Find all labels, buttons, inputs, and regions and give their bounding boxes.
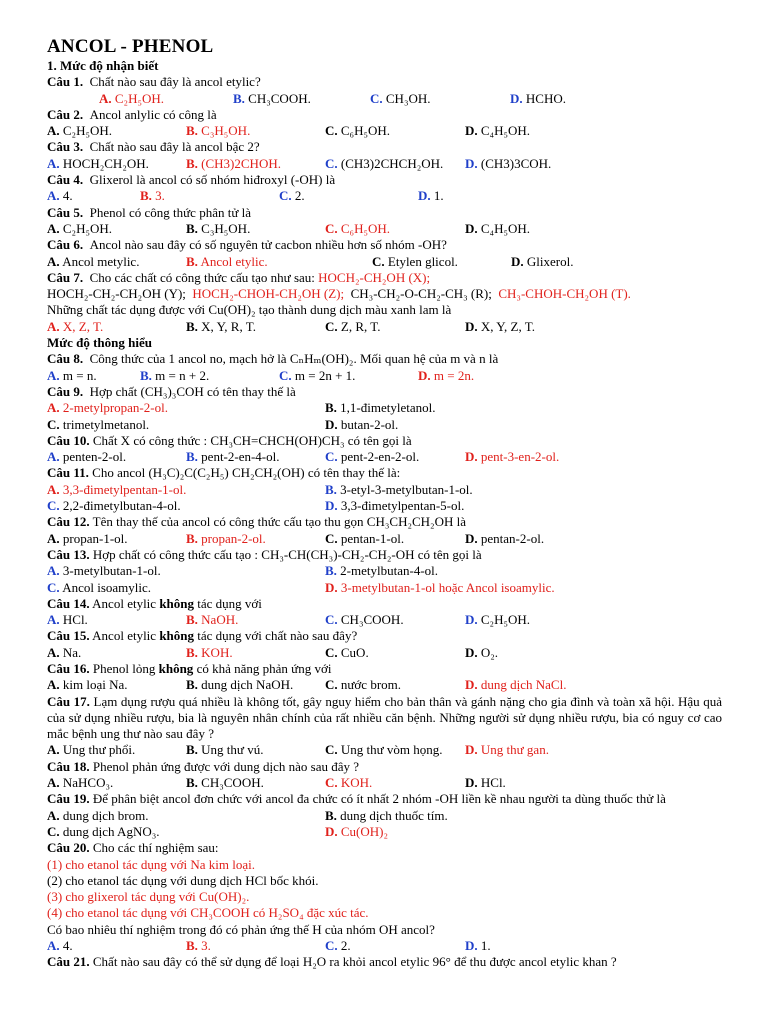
option-b: B. Ung thư vú. <box>186 742 264 758</box>
question-1-options <box>47 91 722 107</box>
question-18-options <box>47 775 722 791</box>
question-20-text2: Có bao nhiêu thí nghiệm trong đó có phản ứng thế H của nhóm OH ancol? <box>47 921 435 937</box>
option-d: D. 3-metylbutan-1-ol hoặc Ancol isoamylic. <box>325 579 555 595</box>
question-12-options <box>47 531 722 547</box>
question-20-options <box>47 938 722 954</box>
question-number: Câu 7. <box>47 269 84 285</box>
question-text: Ancol anlylic có công là <box>89 106 217 122</box>
question-7 <box>47 270 722 286</box>
option-b: B. KOH. <box>186 644 233 660</box>
option-a: A. C₂H₅OH. <box>47 220 113 236</box>
question-number: Câu 19. <box>47 791 90 807</box>
question-number: Câu 6. <box>47 237 84 253</box>
keyword-khong: không <box>158 660 194 676</box>
document-page <box>47 36 722 971</box>
question-17 <box>47 694 722 743</box>
question-6 <box>47 237 722 253</box>
question-6-options <box>47 254 722 270</box>
question-number: Câu 21. <box>47 954 90 970</box>
option-c: C. CH₃OH. <box>370 90 431 106</box>
option-a: A. 4. <box>47 188 73 204</box>
option-b: B. 3. <box>140 188 165 204</box>
option-b: B. C₃H₅OH. <box>186 123 251 139</box>
question-15-options <box>47 645 722 661</box>
question-15: Câu 15. Ancol etylic không tác dụng với chất nào sau đây? <box>47 628 358 644</box>
question-20 <box>47 840 722 856</box>
option-c: C. pentan-1-ol. <box>325 530 405 546</box>
formula-x: HOCH₂-CH₂OH (X); <box>318 269 431 285</box>
option-d: D. C₄H₅OH. <box>465 220 531 236</box>
question-number: Câu 3. <box>47 139 84 155</box>
question-3-options <box>47 156 722 172</box>
section-heading-understanding: Mức độ thông hiểu <box>47 335 152 351</box>
question-number: Câu 5. <box>47 204 84 220</box>
option-b: B. Ancol etylic. <box>186 253 268 269</box>
question-text: Chất nào sau đây là ancol bậc 2? <box>89 139 260 155</box>
question-1 <box>47 74 722 90</box>
question-16-options <box>47 677 722 693</box>
option-c: C. dung dịch AgNO₃. <box>47 823 160 839</box>
formula-t: CH₃-CHOH-CH₂OH (T). <box>498 286 631 302</box>
question-number: Câu 16. <box>47 660 90 676</box>
question-8-options <box>47 368 722 384</box>
option-a: A. penten-2-ol. <box>47 449 127 465</box>
option-d: D. 1. <box>418 188 444 204</box>
question-number: Câu 13. <box>47 546 90 562</box>
experiment-3: (3) cho glixerol tác dụng với Cu(OH)₂. <box>47 889 250 905</box>
option-d: D. Glixerol. <box>511 253 574 269</box>
option-c: C. Ung thư vòm họng. <box>325 742 443 758</box>
question-text: Hợp chất có công thức cấu tạo : CH₃-CH(CH₃)-CH₂-CH₂-OH có tên gọi là <box>92 546 482 562</box>
option-d: D. X, Y, Z, T. <box>465 318 535 334</box>
question-number: Câu 14. <box>47 595 90 611</box>
option-b: B. dung dịch NaOH. <box>186 677 294 693</box>
option-a: A. NaHCO₃. <box>47 775 114 791</box>
option-b: B. 1,1-đimetyletanol. <box>325 400 436 416</box>
option-b: B. CH₃COOH. <box>233 90 311 106</box>
option-b: B. propan-2-ol. <box>186 530 266 546</box>
question-19 <box>47 791 722 807</box>
question-3 <box>47 139 722 155</box>
option-d: D. Cu(OH)₂ <box>325 823 389 839</box>
option-c: C. Ancol isoamylic. <box>47 579 152 595</box>
question-10-options <box>47 449 722 465</box>
formula-z: HOCH₂-CHOH-CH₂OH (Z); <box>192 286 345 302</box>
question-14-options <box>47 612 722 628</box>
question-text: Phenol phản ứng được với dung dịch nào sau đây ? <box>92 758 360 774</box>
option-d: D. m = 2n. <box>418 367 475 383</box>
option-d: D. dung dịch NaCl. <box>465 677 567 693</box>
option-b: B. NaOH. <box>186 612 239 628</box>
option-c: C. Z, R, T. <box>325 318 381 334</box>
option-b: B. C₃H₅OH. <box>186 220 251 236</box>
question-18 <box>47 759 722 775</box>
option-d: D. pent-3-en-2-ol. <box>465 449 560 465</box>
option-c: C. C₆H₅OH. <box>325 123 391 139</box>
question-number: Câu 10. <box>47 432 90 448</box>
question-4 <box>47 172 722 188</box>
question-number: Câu 20. <box>47 840 90 856</box>
question-text: Công thức của 1 ancol no, mạch hở là CₙHₘ(OH)₂. Mối quan hệ của m và n là <box>89 351 499 367</box>
keyword-khong: không <box>159 595 195 611</box>
question-13-options-row1 <box>47 563 722 579</box>
option-a: A. 2-metylpropan-2-ol. <box>47 400 168 416</box>
option-c: C. 2. <box>325 938 351 954</box>
option-a: A. kim loại Na. <box>47 677 128 693</box>
option-c: C. CuO. <box>325 644 369 660</box>
question-text: Phenol có công thức phân tử là <box>89 204 252 220</box>
question-8 <box>47 351 722 367</box>
option-a: A. Ancol metylic. <box>47 253 140 269</box>
question-10 <box>47 433 722 449</box>
question-7-options <box>47 319 722 335</box>
question-5-options <box>47 221 722 237</box>
option-d: D. 1. <box>465 938 491 954</box>
question-text: Cho các thí nghiệm sau: <box>92 840 219 856</box>
question-text: Lạm dụng rượu quá nhiều là không tốt, gây nguy hiểm cho bản thân và gánh nặng cho gia đình và toàn xã hội. Hậu quả của sử dụng nhiều rượu, bia là nguyên nhân chính của rất nhiều căn bệnh. Những người sử dụng nhiều rượu, bia có nguy cơ cao mắc bệnh ung thư nào sau đây ? <box>47 693 722 742</box>
option-a: A. C₂H₅OH. <box>99 90 165 106</box>
option-a: A. HCl. <box>47 612 88 628</box>
formula-r: CH₃-CH₂-O-CH₂-CH₃ (R); <box>350 286 492 302</box>
page-title: ANCOL - PHENOL <box>47 36 214 57</box>
question-13-options-row2 <box>47 580 722 596</box>
question-4-options <box>47 188 722 204</box>
option-b: B. X, Y, R, T. <box>186 318 256 334</box>
question-text: Cho các chất có công thức cấu tạo như sau: <box>89 269 319 285</box>
question-number: Câu 1. <box>47 74 84 90</box>
question-7-text2: Những chất tác dụng được với Cu(OH)₂ tạo thành dung dịch màu xanh lam là <box>47 302 452 318</box>
option-a: A. dung dịch brom. <box>47 807 149 823</box>
option-c: C. 2,2-đimetylbutan-4-ol. <box>47 498 181 514</box>
experiment-2: (2) cho etanol tác dụng với dung dịch HCl bốc khói. <box>47 872 319 888</box>
option-c: C. (CH3)2CHCH₂OH. <box>325 155 444 171</box>
option-b: B. 3. <box>186 938 211 954</box>
question-number: Câu 8. <box>47 351 84 367</box>
option-b: B. 3-etyl-3-metylbutan-1-ol. <box>325 481 473 497</box>
option-c: C. trimetylmetanol. <box>47 416 150 432</box>
question-13 <box>47 547 722 563</box>
question-12 <box>47 514 722 530</box>
question-9 <box>47 384 722 400</box>
option-a: A. X, Z, T. <box>47 318 104 334</box>
question-text: Hợp chất (CH₃)₃COH có tên thay thế là <box>89 383 296 399</box>
option-c: C. nước brom. <box>325 677 402 693</box>
question-number: Câu 15. <box>47 628 90 644</box>
option-a: A. Ung thư phổi. <box>47 742 136 758</box>
question-text: Tên thay thế của ancol có công thức cấu tạo thu gọn CH₃CH₂CH₂OH là <box>92 514 466 530</box>
option-b: B. m = n + 2. <box>140 367 210 383</box>
option-a: A. Na. <box>47 644 82 660</box>
question-7-formulas <box>47 286 722 302</box>
question-number: Câu 17. <box>47 693 90 709</box>
option-a: A. HOCH₂CH₂OH. <box>47 155 149 171</box>
option-b: B. CH₃COOH. <box>186 775 264 791</box>
option-d: D. HCl. <box>465 775 506 791</box>
experiment-1: (1) cho etanol tác dụng với Na kim loại. <box>47 856 255 872</box>
option-d: D. O₂. <box>465 644 499 660</box>
option-b: B. dung dịch thuốc tím. <box>325 807 448 823</box>
question-text: Ancol nào sau đây có số nguyên tử cacbon nhiều hơn số nhóm -OH? <box>89 237 447 253</box>
option-c: C. Etylen glicol. <box>372 253 458 269</box>
option-c: C. m = 2n + 1. <box>279 367 356 383</box>
question-16: Câu 16. Phenol lỏng không có khả năng phản ứng với <box>47 660 332 676</box>
question-text: Cho ancol (H₃C)₂C(C₂H₅) CH₂CH₂(OH) có tên thay thế là: <box>92 465 401 481</box>
option-a: A. 4. <box>47 938 73 954</box>
option-d: D. 3,3-đimetylpentan-5-ol. <box>325 498 465 514</box>
question-5 <box>47 205 722 221</box>
option-d: D. Ung thư gan. <box>465 742 549 758</box>
option-a: A. m = n. <box>47 367 97 383</box>
question-11-options-row1 <box>47 482 722 498</box>
section-heading-recognition: 1. Mức độ nhận biết <box>47 58 159 73</box>
option-a: A. 3-metylbutan-1-ol. <box>47 563 161 579</box>
option-d: D. pentan-2-ol. <box>465 530 545 546</box>
question-14: Câu 14. Ancol etylic không tác dụng với <box>47 595 262 611</box>
formula-y: HOCH₂-CH₂-CH₂OH (Y); <box>47 286 186 302</box>
question-number: Câu 11. <box>47 465 89 481</box>
question-21 <box>47 954 722 970</box>
option-c: C. CH₃COOH. <box>325 612 404 628</box>
question-11 <box>47 465 722 481</box>
option-a: A. 3,3-đimetylpentan-1-ol. <box>47 481 187 497</box>
question-text: Chất nào sau đây là ancol etylic? <box>89 74 261 90</box>
option-a: A. C₂H₅OH. <box>47 123 113 139</box>
option-c: C. C₆H₅OH. <box>325 220 391 236</box>
question-number: Câu 12. <box>47 514 90 530</box>
question-text: Để phân biệt ancol đơn chức với ancol đa chức có ít nhất 2 nhóm -OH liền kề nhau người ta dùng thuốc thử là <box>92 791 666 807</box>
option-b: B. 2-metylbutan-4-ol. <box>325 563 439 579</box>
question-11-options-row2 <box>47 498 722 514</box>
option-d: D. C₂H₅OH. <box>465 612 531 628</box>
option-d: D. HCHO. <box>510 90 566 106</box>
question-number: Câu 18. <box>47 758 90 774</box>
question-2-options <box>47 123 722 139</box>
question-17-options <box>47 742 722 758</box>
option-b: B. (CH3)2CHOH. <box>186 155 281 171</box>
question-number: Câu 9. <box>47 383 84 399</box>
question-number: Câu 2. <box>47 106 84 122</box>
option-c: C. pent-2-en-2-ol. <box>325 449 420 465</box>
question-text: Glixerol là ancol có số nhóm hiđroxyl (-OH) là <box>89 172 336 188</box>
question-text: Chất X có công thức : CH₃CH=CHCH(OH)CH₃ có tên gọi là <box>92 432 412 448</box>
option-c: C. KOH. <box>325 775 373 791</box>
question-9-options-row1 <box>47 400 722 416</box>
question-19-options-row2 <box>47 824 722 840</box>
experiment-4: (4) cho etanol tác dụng với CH₃COOH có H₂SO₄ đặc xúc tác. <box>47 905 369 921</box>
question-number: Câu 4. <box>47 172 84 188</box>
question-text: Chất nào sau đây có thể sử dụng để loại H₂O ra khỏi ancol etylic 96° để thu được ancol etylic khan ? <box>92 954 617 970</box>
question-2 <box>47 107 722 123</box>
keyword-khong: không <box>159 628 195 644</box>
option-d: D. butan-2-ol. <box>325 416 399 432</box>
question-19-options-row1 <box>47 808 722 824</box>
option-d: D. (CH3)3COH. <box>465 155 552 171</box>
question-9-options-row2 <box>47 417 722 433</box>
option-b: B. pent-2-en-4-ol. <box>186 449 280 465</box>
option-a: A. propan-1-ol. <box>47 530 128 546</box>
option-d: D. C₄H₅OH. <box>465 123 531 139</box>
option-c: C. 2. <box>279 188 305 204</box>
